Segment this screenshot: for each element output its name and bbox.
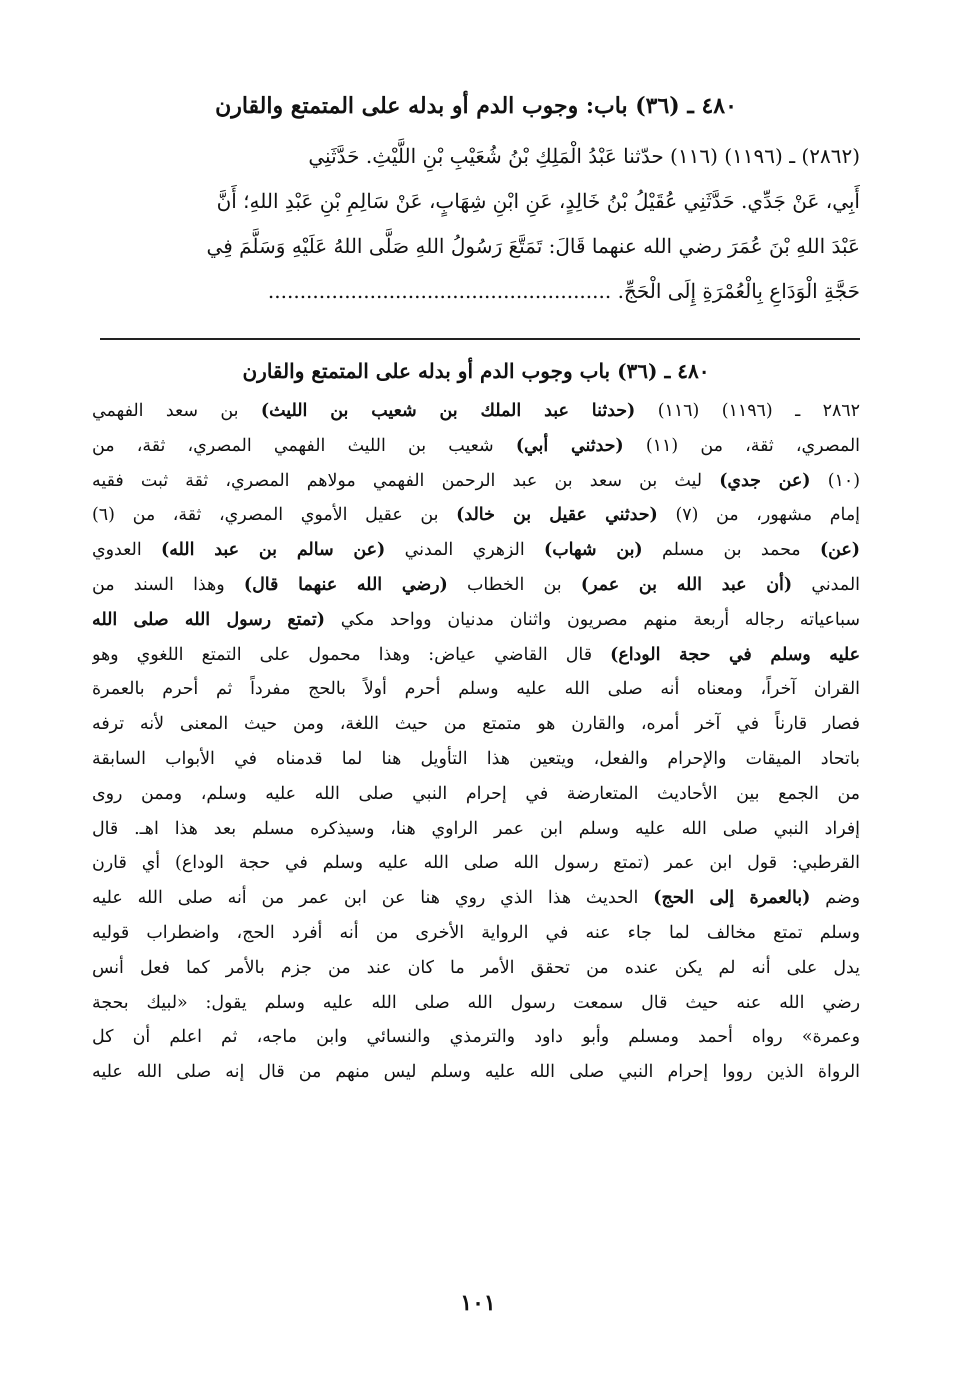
text-segment: ليث بن سعد بن عبد الرحمن الفهمي مولاهم المصري، ثقة ثبت فقيه [92, 470, 720, 491]
commentary-title: ٤٨٠ ـ (٣٦) باب وجوب الدم أو بدله على المتمتع والقارن [242, 359, 710, 383]
commentary-line [92, 951, 860, 986]
commentary-line [92, 777, 860, 812]
text-segment: الرواة الذين رووا إحرام النبي صلى الله عليه وسلم ليس منهم من قال إنه صلى الله عليه [92, 1062, 860, 1083]
commentary-line [92, 638, 860, 673]
text-segment: الزهري المدني [385, 540, 545, 561]
hadith-text [92, 134, 860, 314]
text-segment: وهذا السند من [92, 574, 244, 595]
commentary-line [92, 394, 860, 429]
hadith-line: أَبِي، عَنْ جَدِّي. حَدَّثَنِي عُقَيْلُ بْنُ خَالِدٍ، عَنِ ابْنِ شِهَابٍ، عَنْ سَالِمِ بْنِ عَبْدِ اللهِ؛ أَنَّ [216, 189, 860, 213]
commentary-line [92, 533, 860, 568]
commentary-line [92, 986, 860, 1021]
commentary-line [92, 881, 860, 916]
bold-segment: (بن شهاب) [544, 540, 643, 561]
commentary-line [92, 846, 860, 881]
text-segment: فصار قارناً في آخر أمره، والقارن هو متمتع من حيث اللغة، ومن حيث المعنى لأنه ترفه [92, 714, 860, 735]
text-segment: بن عقيل الأموي المصري، ثقة، من (٦) [92, 505, 457, 526]
text-segment: وضم [810, 888, 860, 909]
text-segment: وسلم تمتع مخالف لما جاء عنه في الرواية الأخرى من أنه أفرد الحج، واضطراب قوليه [92, 922, 860, 943]
bold-segment: (حدثني عقيل بن خالد) [456, 505, 658, 526]
commentary-line [92, 464, 860, 499]
text-segment: ٢٨٦٢ ـ (١١٩٦) (١١٦) [635, 401, 860, 421]
commentary-line [92, 1055, 860, 1090]
commentary-line [92, 672, 860, 707]
commentary-line [92, 812, 860, 847]
text-segment: وعمرة» رواه أحمد ومسلم وأبو داود والترمذي والنسائي وابن ماجه، ثم اعلم أن كل [92, 1027, 860, 1048]
text-segment: القرطبي: قول ابن عمر (تمتع رسول الله صلى الله عليه وسلم في حجة الوداع) أي قارن [92, 853, 860, 874]
page-number: ١٠١ [460, 1290, 496, 1316]
text-segment: قال القاضي عياض: وهذا محمول على التمتع اللغوي وهو [92, 644, 611, 665]
text-segment: (١٠) [810, 470, 860, 491]
text-segment: إفراد النبي صلى الله عليه وسلم ابن عمر الراوي هنا، وسيذكره مسلم بعد هذا اهـ. قال [92, 818, 860, 839]
text-segment: المصري، ثقة، من (١١) [623, 435, 860, 456]
commentary-line [92, 429, 860, 464]
hadith-line: حَجَّةِ الْوَدَاعِ بِالْعُمْرَةِ إِلَى الْحَجِّ. ...................................................... [267, 279, 860, 303]
text-segment: الحديث هذا الذي روي هنا عن ابن عمر من أنه صلى الله عليه [92, 888, 654, 909]
text-segment: من الجمع بين الأحاديث المتعارضة في إحرام النبي صلى الله عليه وسلم، وممن روى [92, 783, 860, 804]
text-segment: محمد بن مسلم [642, 540, 820, 561]
commentary-text [92, 394, 860, 1090]
text-segment: يدل على أنه لم يكن عنده من تحقق الأمر ما كان عند من جزم بالأمر كما فعل أنس [92, 957, 860, 978]
bold-segment: (بالعمرة إلى الحج) [653, 888, 811, 909]
text-segment: سباعياته رجاله أربعة منهم مصريون واثنان مدنيان وواحد مكي [325, 609, 860, 630]
commentary-line [92, 568, 860, 603]
text-segment: رضي الله عنه حيث قال سمعت رسول الله صلى الله عليه وسلم يقول: «لبيك بحجة [92, 992, 860, 1013]
commentary-line [92, 603, 860, 638]
bold-segment: (عن سالم بن عبد الله) [161, 540, 386, 561]
hadith-line: (٢٨٦٢) ـ (١١٩٦) (١١٦) حدّثنا عَبْدُ الْمَلِكِ بْنُ شُعَيْبِ بْنِ اللَّيْثِ. حَدَّثَنِي [308, 144, 860, 168]
text-segment: بن الخطاب [447, 574, 581, 595]
bold-segment: (تمتع رسول الله صلى الله [92, 609, 325, 630]
commentary-line [92, 498, 860, 533]
text-segment: باتحاد الميقات والإحرام والفعل، ويتعين هذا التأويل هنا لما قدمناه في الأبواب السابقة [92, 748, 860, 769]
text-segment: إمام مشهور، من (٧) [657, 505, 860, 526]
bold-segment: (حدثني أبي) [515, 435, 624, 456]
bold-segment: عليه وسلم في حجة الوداع) [610, 644, 860, 665]
commentary-line [92, 916, 860, 951]
bold-segment: (عن) [819, 540, 860, 561]
commentary-line [92, 707, 860, 742]
commentary-line [92, 1020, 860, 1055]
text-segment: القران آخراً، ومعناه أنه صلى الله عليه وسلم أحرم أولاً بالحج مفرداً ثم أحرم بالعمرة [92, 679, 860, 700]
text-segment: شعيب بن الليث الفهمي المصري، ثقة، من [92, 435, 516, 456]
bold-segment: (رضي الله عنهما قال) [243, 574, 448, 595]
hadith-line: عَبْدَ اللهِ بْنَ عُمَرَ رضي الله عنهما قَالَ: تَمَتَّعَ رَسُولُ اللهِ صَلَّى اللهُ عَلَيْهِ وَسَلَّمَ فِي [206, 234, 860, 258]
chapter-title: ٤٨٠ ـ (٣٦) باب: وجوب الدم أو بدله على المتمتع والقارن [215, 93, 737, 119]
bold-segment: (أن عبد الله بن عمر) [580, 574, 793, 595]
bold-segment: (حدثنا عبد الملك بن شعيب بن الليث) [260, 401, 636, 421]
bold-segment: (عن جدي) [719, 470, 811, 491]
separator-rule [100, 338, 860, 340]
page [92, 88, 860, 1090]
text-segment: بن سعد الفهمي [92, 401, 261, 421]
commentary-line [92, 742, 860, 777]
text-segment: العدوي [92, 540, 161, 561]
text-segment: المدني [792, 574, 860, 595]
